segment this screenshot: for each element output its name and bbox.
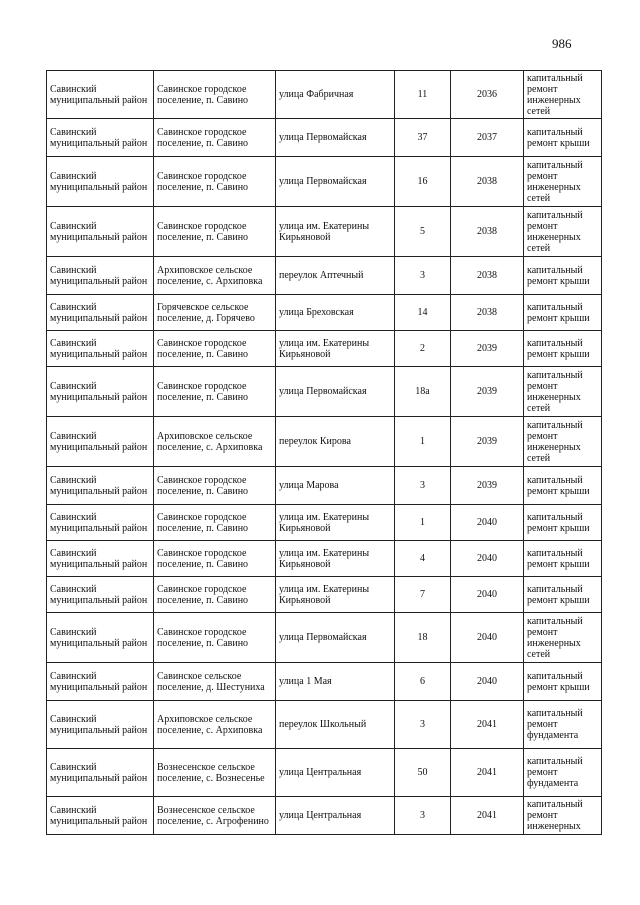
cell-settlement: Савинское городское поселение, п. Савино	[154, 157, 276, 207]
cell-house-number: 1	[395, 505, 451, 541]
cell-settlement: Савинское городское поселение, п. Савино	[154, 331, 276, 367]
cell-year: 2038	[451, 295, 524, 331]
table-row	[47, 367, 602, 417]
cell-year: 2039	[451, 467, 524, 505]
cell-house-number: 3	[395, 257, 451, 295]
cell-street: улица Первомайская	[276, 613, 395, 663]
cell-house-number: 3	[395, 797, 451, 835]
cell-street: улица Центральная	[276, 749, 395, 797]
cell-district: Савинский муниципальный район	[47, 207, 154, 257]
cell-year: 2036	[451, 71, 524, 119]
table-row	[47, 157, 602, 207]
cell-settlement: Вознесенское сельское поселение, с. Агрофенино	[154, 797, 276, 835]
cell-house-number: 6	[395, 663, 451, 701]
table-row	[47, 577, 602, 613]
cell-district: Савинский муниципальный район	[47, 613, 154, 663]
cell-settlement: Савинское городское поселение, п. Савино	[154, 541, 276, 577]
cell-street: улица им. Екатерины Кирьяновой	[276, 541, 395, 577]
cell-work-type: капитальный ремонт инженерных	[524, 797, 602, 835]
cell-settlement: Вознесенское сельское поселение, с. Вознесенье	[154, 749, 276, 797]
cell-settlement: Савинское городское поселение, п. Савино	[154, 505, 276, 541]
cell-year: 2039	[451, 367, 524, 417]
cell-year: 2038	[451, 257, 524, 295]
cell-work-type: капитальный ремонт инженерных сетей	[524, 417, 602, 467]
table-body	[47, 71, 602, 835]
page-number: 986	[552, 36, 572, 51]
cell-house-number: 18	[395, 613, 451, 663]
cell-house-number: 4	[395, 541, 451, 577]
cell-district: Савинский муниципальный район	[47, 157, 154, 207]
cell-district: Савинский муниципальный район	[47, 663, 154, 701]
cell-house-number: 37	[395, 119, 451, 157]
cell-work-type: капитальный ремонт инженерных сетей	[524, 71, 602, 119]
cell-street: улица Бреховская	[276, 295, 395, 331]
cell-street: улица Фабричная	[276, 71, 395, 119]
table-row	[47, 295, 602, 331]
cell-house-number: 16	[395, 157, 451, 207]
cell-settlement: Архиповское сельское поселение, с. Архиповка	[154, 257, 276, 295]
cell-house-number: 18а	[395, 367, 451, 417]
cell-district: Савинский муниципальный район	[47, 749, 154, 797]
table-row	[47, 749, 602, 797]
table-row	[47, 417, 602, 467]
cell-work-type: капитальный ремонт крыши	[524, 663, 602, 701]
cell-street: улица Первомайская	[276, 157, 395, 207]
cell-street: улица им. Екатерины Кирьяновой	[276, 331, 395, 367]
table-row	[47, 467, 602, 505]
cell-district: Савинский муниципальный район	[47, 541, 154, 577]
cell-settlement: Савинское городское поселение, п. Савино	[154, 613, 276, 663]
cell-street: улица им. Екатерины Кирьяновой	[276, 207, 395, 257]
cell-district: Савинский муниципальный район	[47, 467, 154, 505]
cell-year: 2039	[451, 331, 524, 367]
cell-work-type: капитальный ремонт инженерных сетей	[524, 157, 602, 207]
cell-street: переулок Аптечный	[276, 257, 395, 295]
table-row	[47, 505, 602, 541]
cell-settlement: Савинское городское поселение, п. Савино	[154, 119, 276, 157]
cell-settlement: Савинское сельское поселение, д. Шестуниха	[154, 663, 276, 701]
cell-street: улица Первомайская	[276, 119, 395, 157]
cell-settlement: Горячевское сельское поселение, д. Горячево	[154, 295, 276, 331]
cell-district: Савинский муниципальный район	[47, 797, 154, 835]
table-row	[47, 119, 602, 157]
cell-house-number: 1	[395, 417, 451, 467]
cell-work-type: капитальный ремонт крыши	[524, 331, 602, 367]
cell-street: улица 1 Мая	[276, 663, 395, 701]
cell-street: переулок Школьный	[276, 701, 395, 749]
cell-settlement: Савинское городское поселение, п. Савино	[154, 207, 276, 257]
cell-house-number: 14	[395, 295, 451, 331]
cell-street: улица Первомайская	[276, 367, 395, 417]
cell-house-number: 50	[395, 749, 451, 797]
cell-work-type: капитальный ремонт крыши	[524, 119, 602, 157]
cell-year: 2040	[451, 613, 524, 663]
cell-house-number: 5	[395, 207, 451, 257]
cell-work-type: капитальный ремонт крыши	[524, 257, 602, 295]
cell-work-type: капитальный ремонт крыши	[524, 295, 602, 331]
cell-work-type: капитальный ремонт инженерных сетей	[524, 613, 602, 663]
cell-year: 2041	[451, 797, 524, 835]
table-row	[47, 541, 602, 577]
cell-work-type: капитальный ремонт фундамента	[524, 701, 602, 749]
cell-settlement: Архиповское сельское поселение, с. Архиповка	[154, 417, 276, 467]
cell-year: 2040	[451, 505, 524, 541]
cell-settlement: Савинское городское поселение, п. Савино	[154, 467, 276, 505]
cell-district: Савинский муниципальный район	[47, 295, 154, 331]
cell-year: 2041	[451, 749, 524, 797]
cell-district: Савинский муниципальный район	[47, 417, 154, 467]
cell-house-number: 2	[395, 331, 451, 367]
cell-street: улица им. Екатерины Кирьяновой	[276, 577, 395, 613]
cell-year: 2038	[451, 157, 524, 207]
cell-year: 2040	[451, 577, 524, 613]
cell-street: переулок Кирова	[276, 417, 395, 467]
table-row	[47, 797, 602, 835]
cell-year: 2038	[451, 207, 524, 257]
cell-settlement: Архиповское сельское поселение, с. Архиповка	[154, 701, 276, 749]
cell-district: Савинский муниципальный район	[47, 367, 154, 417]
cell-settlement: Савинское городское поселение, п. Савино	[154, 71, 276, 119]
cell-year: 2040	[451, 663, 524, 701]
cell-district: Савинский муниципальный район	[47, 505, 154, 541]
cell-year: 2039	[451, 417, 524, 467]
cell-year: 2040	[451, 541, 524, 577]
cell-work-type: капитальный ремонт инженерных сетей	[524, 207, 602, 257]
cell-district: Савинский муниципальный район	[47, 331, 154, 367]
table-row	[47, 613, 602, 663]
cell-district: Савинский муниципальный район	[47, 701, 154, 749]
cell-work-type: капитальный ремонт фундамента	[524, 749, 602, 797]
cell-year: 2041	[451, 701, 524, 749]
table-row	[47, 331, 602, 367]
cell-year: 2037	[451, 119, 524, 157]
table-row	[47, 207, 602, 257]
cell-work-type: капитальный ремонт крыши	[524, 467, 602, 505]
table-row	[47, 257, 602, 295]
cell-work-type: капитальный ремонт крыши	[524, 577, 602, 613]
cell-street: улица им. Екатерины Кирьяновой	[276, 505, 395, 541]
table-row	[47, 663, 602, 701]
cell-street: улица Марова	[276, 467, 395, 505]
cell-house-number: 3	[395, 467, 451, 505]
repair-schedule-table	[46, 70, 602, 835]
cell-district: Савинский муниципальный район	[47, 71, 154, 119]
cell-district: Савинский муниципальный район	[47, 257, 154, 295]
cell-work-type: капитальный ремонт крыши	[524, 541, 602, 577]
cell-district: Савинский муниципальный район	[47, 577, 154, 613]
cell-house-number: 7	[395, 577, 451, 613]
table-row	[47, 71, 602, 119]
cell-work-type: капитальный ремонт крыши	[524, 505, 602, 541]
cell-house-number: 11	[395, 71, 451, 119]
cell-settlement: Савинское городское поселение, п. Савино	[154, 367, 276, 417]
cell-district: Савинский муниципальный район	[47, 119, 154, 157]
cell-house-number: 3	[395, 701, 451, 749]
cell-work-type: капитальный ремонт инженерных сетей	[524, 367, 602, 417]
cell-settlement: Савинское городское поселение, п. Савино	[154, 577, 276, 613]
table-row	[47, 701, 602, 749]
cell-street: улица Центральная	[276, 797, 395, 835]
